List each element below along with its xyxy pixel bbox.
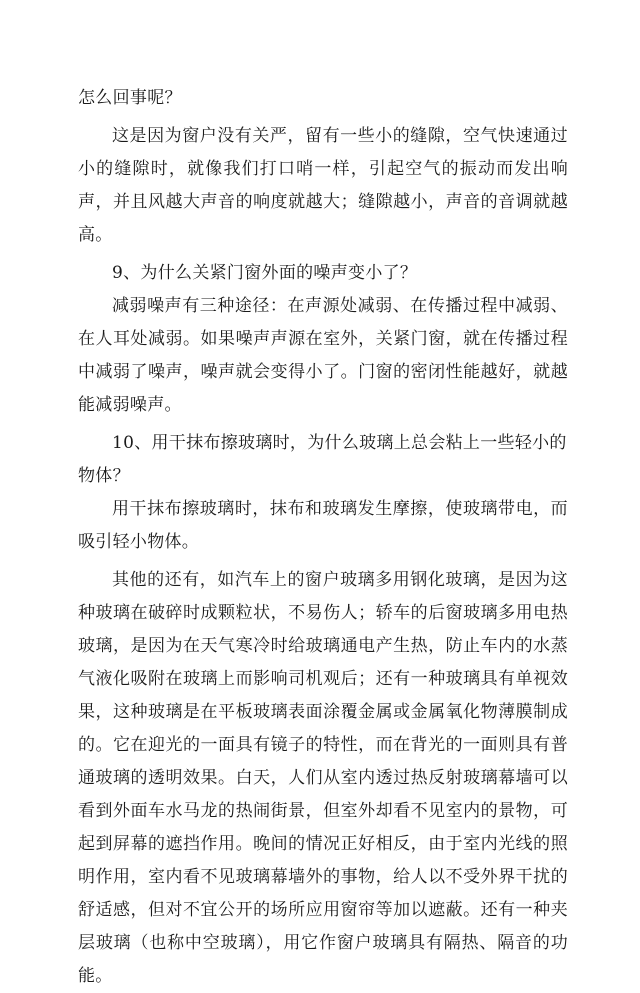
paragraph-noise-reduction-answer: 减弱噪声有三种途径：在声源处减弱、在传播过程中减弱、在人耳处减弱。如果噪声声源在室外，关紧门窗，就在传播过程中减弱了噪声，噪声就会变得小了。门窗的密闭性能越好，就越能减弱噪声。: [78, 296, 568, 415]
paragraph-intro-continuation: 怎么回事呢？: [78, 88, 182, 108]
question-10-heading: 10、用干抹布擦玻璃时，为什么玻璃上总会粘上一些轻小的物体？: [78, 433, 567, 486]
paragraph-static-glass-answer: 用干抹布擦玻璃时，抹布和玻璃发生摩擦，使玻璃带电，而吸引轻小物体。: [78, 499, 568, 552]
document-page: [78, 82, 568, 993]
question-9-heading: 9、为什么关紧门窗外面的噪声变小了？: [112, 263, 418, 283]
paragraph-window-gap-answer: 这是因为窗户没有关严，留有一些小的缝隙，空气快速通过小的缝隙时，就像我们打口哨一样，引起空气的振动而发出响声，并且风越大声音的响度就越大；缝隙越小，声音的音调就越高。: [78, 126, 568, 245]
paragraph-glass-types: 其他的还有，如汽车上的窗户玻璃多用钢化玻璃，是因为这种玻璃在破碎时成颗粒状，不易伤人；轿车的后窗玻璃多用电热玻璃，是因为在天气寒冷时给玻璃通电产生热，防止车内的水蒸气液化吸附在玻璃上而影响司机观后；还有一种玻璃具有单视效果，这种玻璃是在平板玻璃表面涂覆金属或金属氧化物薄膜制成的。它在迎光的一面具有镜子的特性，而在背光的一面则具有普通玻璃的透明效果。白天，人们从室内透过热反射玻璃幕墙可以看到外面车水马龙的热闹街景，但室外却看不见室内的景物，可起到屏幕的遮挡作用。晚间的情况正好相反，由于室内光线的照明作用，室内看不见玻璃幕墙外的事物，给人以不受外界干扰的舒适感，但对不宜公开的场所应用窗帘等加以遮蔽。还有一种夹层玻璃（也称中空玻璃），用它作窗户玻璃具有隔热、隔音的功能。: [78, 570, 568, 986]
